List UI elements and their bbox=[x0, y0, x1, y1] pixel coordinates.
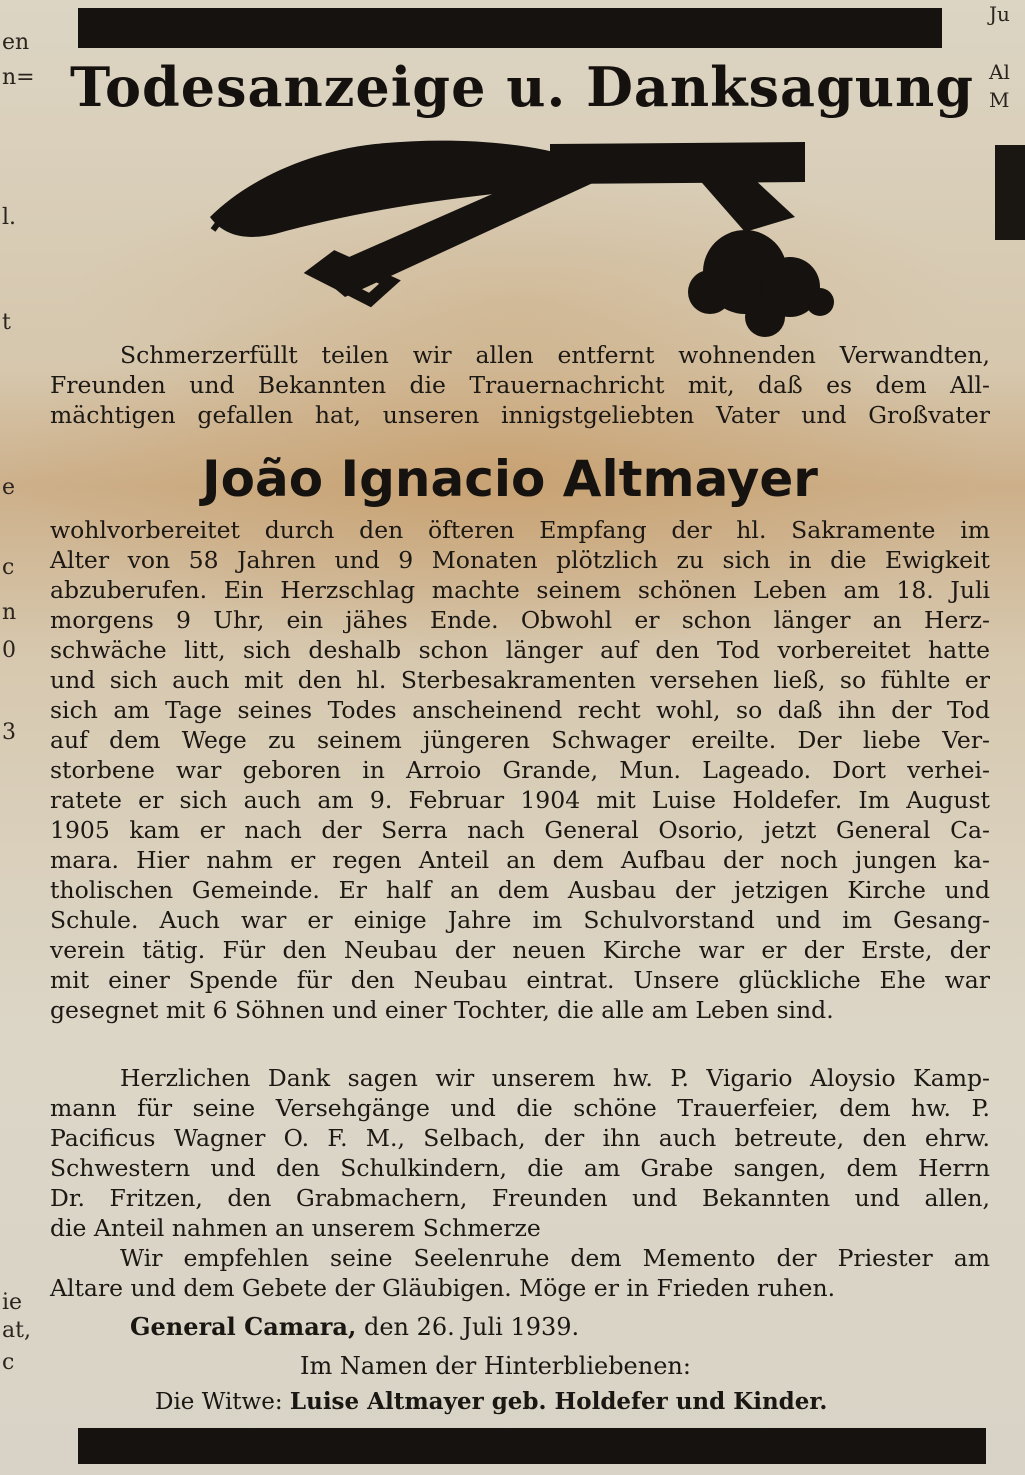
thanks-paragraph bbox=[50, 1063, 990, 1243]
text-line: Altare und dem Gebete der Gläubigen. Möge er in Frieden ruhen. bbox=[50, 1274, 836, 1302]
left-neighbor-column bbox=[0, 0, 40, 1475]
margin-fragment: e bbox=[2, 475, 16, 500]
intro-paragraph bbox=[50, 340, 990, 430]
bottom-black-rule bbox=[78, 1428, 986, 1464]
text-line: morgens 9 Uhr, ein jähes Ende. Obwohl er schon länger an Herz- bbox=[50, 606, 990, 634]
margin-fragment: Ju bbox=[989, 2, 1010, 26]
signed-intro: Im Namen der Hinterbliebenen: bbox=[300, 1352, 691, 1380]
text-line: storbene war geboren in Arroio Grande, Mun. Lageado. Dort verhei- bbox=[50, 756, 990, 784]
text-line: Herzlichen Dank sagen wir unserem hw. P. Vigario Aloysio Kamp- bbox=[120, 1064, 990, 1092]
text-line: ratete er sich auch am 9. Februar 1904 mit Luise Holdefer. Im August bbox=[50, 786, 990, 814]
text-line: mann für seine Versehgänge und die schöne Trauerfeier, dem hw. P. bbox=[50, 1094, 990, 1122]
text-line: Dr. Fritzen, den Grabmachern, Freunden und Bekannten und allen, bbox=[50, 1184, 990, 1212]
margin-fragment: c bbox=[2, 1350, 15, 1375]
notice-heading: Todesanzeige u. Danksagung bbox=[70, 55, 975, 119]
text-line: Schmerzerfüllt teilen wir allen entfernt wohnenden Verwandten, bbox=[120, 341, 990, 369]
text-line: abzuberufen. Ein Herzschlag machte seinem schönen Leben am 18. Juli bbox=[50, 576, 990, 604]
date: den 26. Juli 1939. bbox=[363, 1313, 580, 1341]
recommendation-paragraph bbox=[50, 1243, 990, 1303]
text-line: verein tätig. Für den Neubau der neuen Kirche war er der Erste, der bbox=[50, 936, 990, 964]
margin-fragment: n= bbox=[2, 65, 35, 90]
margin-fragment: ie bbox=[2, 1290, 23, 1315]
biography-paragraph bbox=[50, 515, 990, 1025]
text-line: mächtigen gefallen hat, unseren innigstgeliebten Vater und Großvater bbox=[50, 401, 990, 429]
text-line: tholischen Gemeinde. Er half an dem Ausbau der jetzigen Kirche und bbox=[50, 876, 990, 904]
text-line: und sich auch mit den hl. Sterbesakramenten versehen ließ, so fühlte er bbox=[50, 666, 990, 694]
margin-fragment: c bbox=[2, 555, 15, 580]
text-line: auf dem Wege zu seinem jüngeren Schwager ereilte. Der liebe Ver- bbox=[50, 726, 990, 754]
cross-and-palm-icon bbox=[205, 122, 845, 342]
margin-fragment: at, bbox=[2, 1318, 31, 1343]
margin-fragment: 0 bbox=[2, 638, 16, 663]
text-line: wohlvorbereitet durch den öfteren Empfang der hl. Sakramente im bbox=[50, 516, 990, 544]
text-line: 1905 kam er nach der Serra nach General Osorio, jetzt General Ca- bbox=[50, 816, 990, 844]
place: General Camara, bbox=[130, 1312, 357, 1341]
right-neighbor-column bbox=[985, 0, 1025, 1475]
margin-fragment: en bbox=[2, 30, 30, 55]
margin-fragment: l. bbox=[2, 205, 17, 230]
margin-fragment: n bbox=[2, 600, 17, 625]
signed-name: Luise Altmayer geb. Holdefer und Kinder. bbox=[289, 1388, 828, 1415]
text-line: sich am Tage seines Todes anscheinend recht wohl, so daß ihn der Tod bbox=[50, 696, 990, 724]
signature-line bbox=[155, 1388, 827, 1415]
margin-fragment: 3 bbox=[2, 720, 16, 745]
margin-fragment: M bbox=[989, 88, 1010, 112]
text-line: Freunden und Bekannten die Trauernachricht mit, daß es dem All- bbox=[50, 371, 990, 399]
margin-fragment: Al bbox=[989, 60, 1010, 84]
deceased-name: João Ignacio Altmayer bbox=[202, 450, 818, 508]
text-line: schwäche litt, sich deshalb schon länger auf den Tod vorbereitet hatte bbox=[50, 636, 990, 664]
margin-ink-block bbox=[995, 145, 1025, 240]
text-line: mara. Hier nahm er regen Anteil an dem Aufbau der noch jungen ka- bbox=[50, 846, 990, 874]
place-and-date bbox=[130, 1312, 579, 1341]
top-black-rule bbox=[78, 8, 942, 48]
text-line: die Anteil nahmen an unserem Schmerze bbox=[50, 1214, 541, 1242]
text-line: Schwestern und den Schulkindern, die am Grabe sangen, dem Herrn bbox=[50, 1154, 990, 1182]
text-line: Wir empfehlen seine Seelenruhe dem Memento der Priester am bbox=[120, 1244, 990, 1272]
text-line: gesegnet mit 6 Söhnen und einer Tochter, die alle am Leben sind. bbox=[50, 996, 834, 1024]
text-line: mit einer Spende für den Neubau eintrat. Unsere glückliche Ehe war bbox=[50, 966, 990, 994]
text-line: Alter von 58 Jahren und 9 Monaten plötzlich zu sich in die Ewigkeit bbox=[50, 546, 990, 574]
margin-fragment: t bbox=[2, 310, 11, 335]
text-line: Pacificus Wagner O. F. M., Selbach, der ihn auch betreute, den ehrw. bbox=[50, 1124, 990, 1152]
text-line: Schule. Auch war er einige Jahre im Schulvorstand und im Gesang- bbox=[50, 906, 990, 934]
signed-role: Die Witwe: bbox=[155, 1389, 283, 1415]
